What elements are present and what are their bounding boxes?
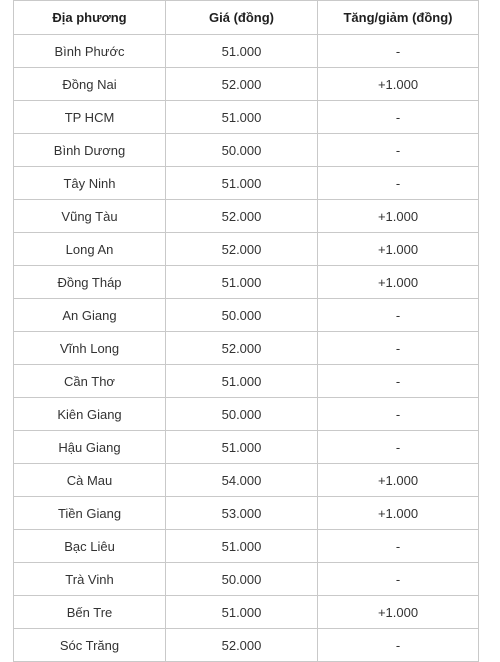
header-row bbox=[14, 1, 479, 35]
cell-change: +1.000 bbox=[318, 497, 479, 530]
table-row bbox=[14, 101, 479, 134]
cell-price: 51.000 bbox=[166, 167, 318, 200]
table-row bbox=[14, 530, 479, 563]
cell-change: - bbox=[318, 530, 479, 563]
header-change: Tăng/giảm (đồng) bbox=[318, 1, 479, 35]
table-body bbox=[14, 35, 479, 662]
cell-price: 51.000 bbox=[166, 431, 318, 464]
cell-change: +1.000 bbox=[318, 266, 479, 299]
cell-price: 51.000 bbox=[166, 35, 318, 68]
table-row bbox=[14, 464, 479, 497]
cell-price: 50.000 bbox=[166, 563, 318, 596]
table-row bbox=[14, 299, 479, 332]
header-region: Địa phương bbox=[14, 1, 166, 35]
cell-change: - bbox=[318, 167, 479, 200]
header-price: Giá (đồng) bbox=[166, 1, 318, 35]
cell-price: 50.000 bbox=[166, 134, 318, 167]
cell-change: - bbox=[318, 35, 479, 68]
cell-price: 52.000 bbox=[166, 200, 318, 233]
cell-region: Cà Mau bbox=[14, 464, 166, 497]
cell-change: +1.000 bbox=[318, 464, 479, 497]
cell-region: Vũng Tàu bbox=[14, 200, 166, 233]
cell-region: An Giang bbox=[14, 299, 166, 332]
cell-price: 52.000 bbox=[166, 332, 318, 365]
table-row bbox=[14, 398, 479, 431]
cell-change: - bbox=[318, 563, 479, 596]
table-row bbox=[14, 200, 479, 233]
cell-price: 51.000 bbox=[166, 530, 318, 563]
table-row bbox=[14, 167, 479, 200]
cell-region: Cần Thơ bbox=[14, 365, 166, 398]
cell-price: 52.000 bbox=[166, 629, 318, 662]
cell-price: 52.000 bbox=[166, 68, 318, 101]
cell-change: - bbox=[318, 398, 479, 431]
table-row bbox=[14, 233, 479, 266]
cell-region: Đồng Nai bbox=[14, 68, 166, 101]
cell-region: Bình Dương bbox=[14, 134, 166, 167]
cell-change: +1.000 bbox=[318, 68, 479, 101]
cell-region: Trà Vinh bbox=[14, 563, 166, 596]
cell-region: TP HCM bbox=[14, 101, 166, 134]
cell-region: Hậu Giang bbox=[14, 431, 166, 464]
cell-price: 52.000 bbox=[166, 233, 318, 266]
cell-region: Vĩnh Long bbox=[14, 332, 166, 365]
cell-region: Tiền Giang bbox=[14, 497, 166, 530]
table-row bbox=[14, 629, 479, 662]
cell-price: 51.000 bbox=[166, 596, 318, 629]
cell-region: Bạc Liêu bbox=[14, 530, 166, 563]
table-row bbox=[14, 596, 479, 629]
cell-price: 50.000 bbox=[166, 299, 318, 332]
table-row bbox=[14, 431, 479, 464]
cell-region: Tây Ninh bbox=[14, 167, 166, 200]
cell-change: - bbox=[318, 431, 479, 464]
cell-change: +1.000 bbox=[318, 233, 479, 266]
table-header bbox=[14, 1, 479, 35]
cell-change: - bbox=[318, 299, 479, 332]
table-row bbox=[14, 35, 479, 68]
cell-change: - bbox=[318, 365, 479, 398]
cell-region: Bến Tre bbox=[14, 596, 166, 629]
cell-region: Kiên Giang bbox=[14, 398, 166, 431]
table-row bbox=[14, 365, 479, 398]
table-row bbox=[14, 266, 479, 299]
cell-change: +1.000 bbox=[318, 200, 479, 233]
price-table bbox=[13, 0, 479, 662]
cell-region: Sóc Trăng bbox=[14, 629, 166, 662]
cell-change: - bbox=[318, 629, 479, 662]
table-row bbox=[14, 497, 479, 530]
cell-price: 51.000 bbox=[166, 266, 318, 299]
table-row bbox=[14, 563, 479, 596]
cell-region: Long An bbox=[14, 233, 166, 266]
cell-region: Đồng Tháp bbox=[14, 266, 166, 299]
table-row bbox=[14, 68, 479, 101]
cell-region: Bình Phước bbox=[14, 35, 166, 68]
cell-change: - bbox=[318, 101, 479, 134]
table-row bbox=[14, 134, 479, 167]
cell-price: 51.000 bbox=[166, 101, 318, 134]
table-row bbox=[14, 332, 479, 365]
cell-price: 53.000 bbox=[166, 497, 318, 530]
cell-price: 54.000 bbox=[166, 464, 318, 497]
cell-change: - bbox=[318, 134, 479, 167]
cell-price: 51.000 bbox=[166, 365, 318, 398]
cell-change: - bbox=[318, 332, 479, 365]
cell-change: +1.000 bbox=[318, 596, 479, 629]
cell-price: 50.000 bbox=[166, 398, 318, 431]
